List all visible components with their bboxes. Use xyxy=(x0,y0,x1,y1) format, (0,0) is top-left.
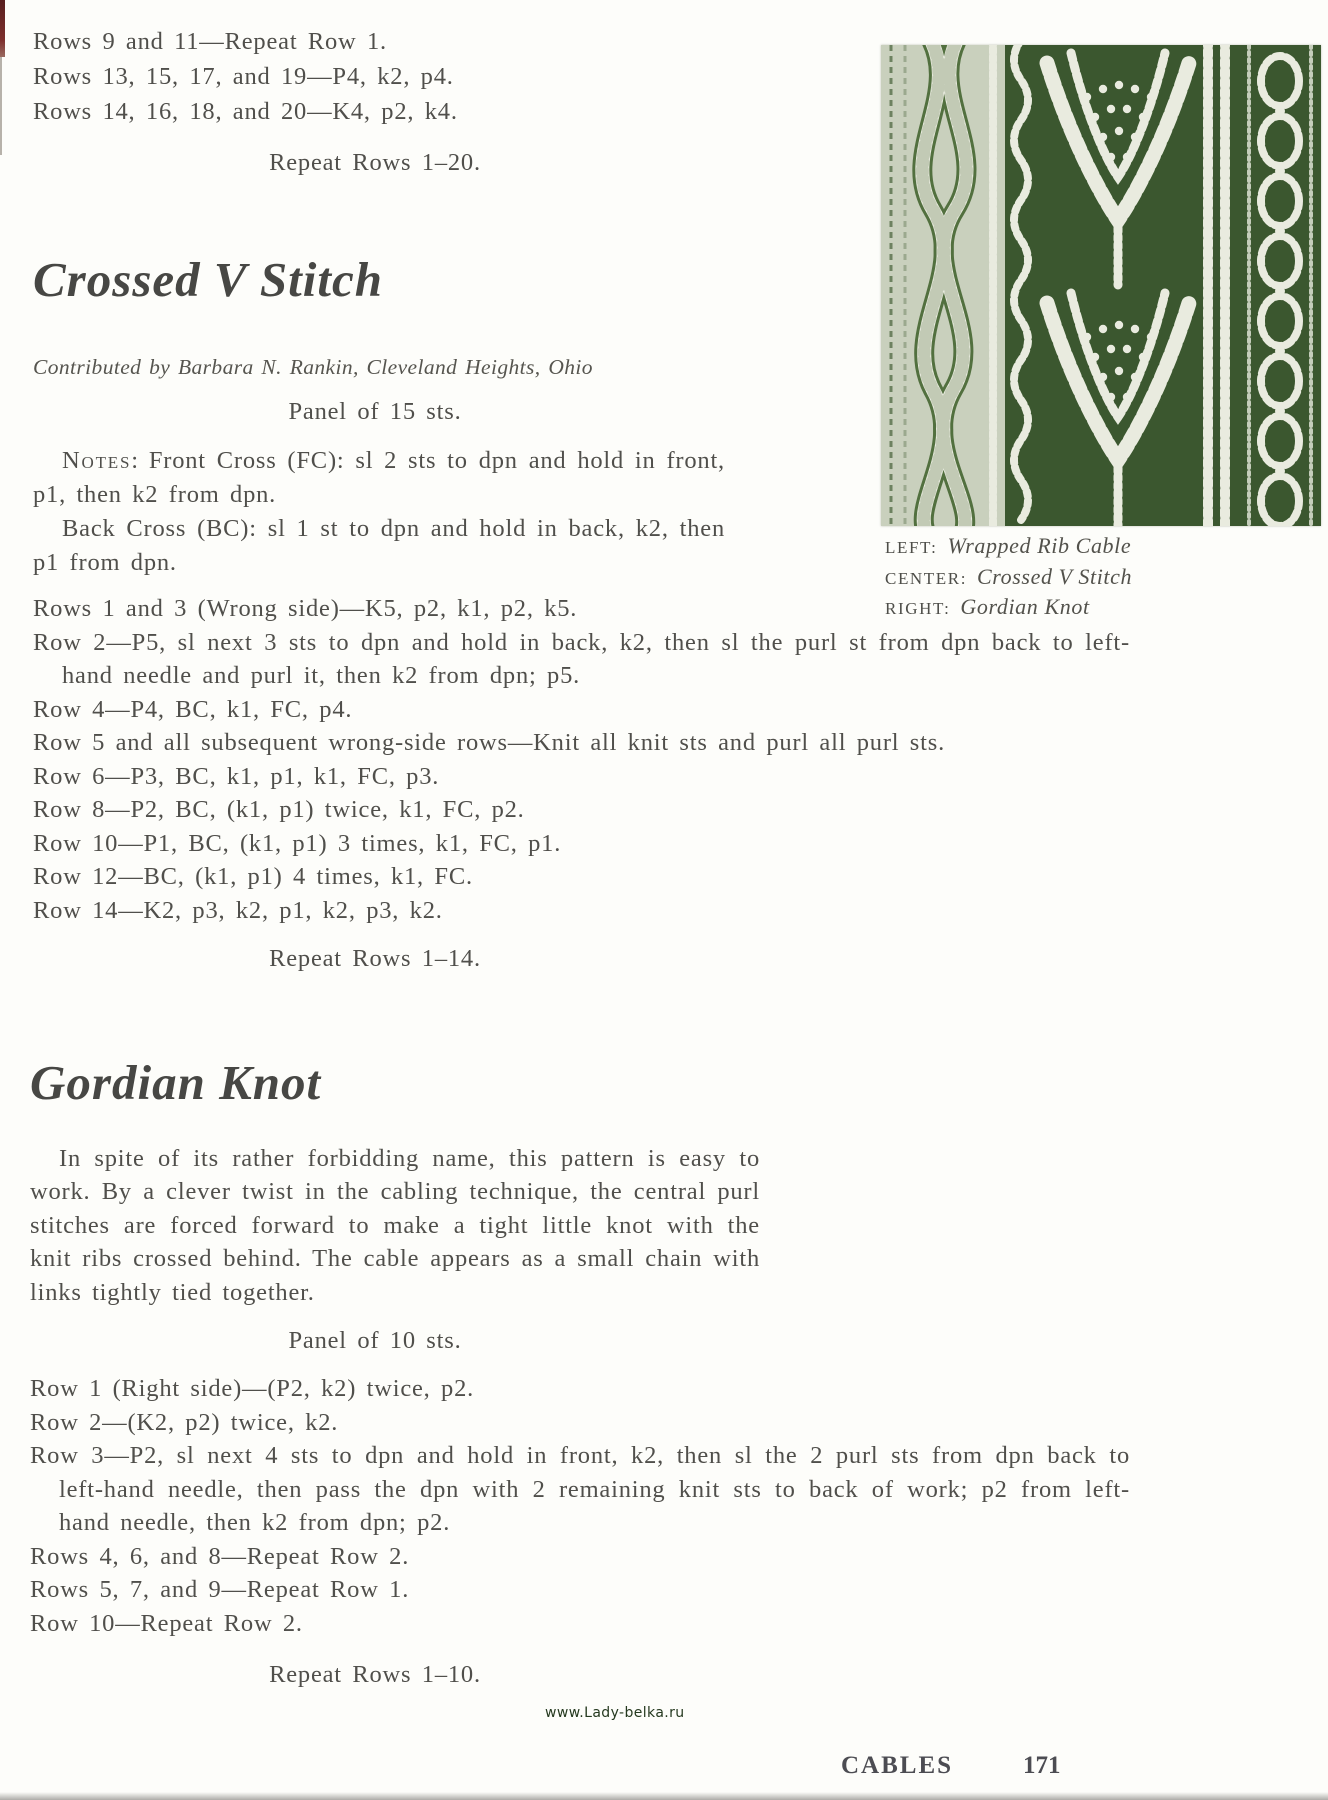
repeat-instruction: Repeat Rows 1–14. xyxy=(269,945,481,972)
caption-line xyxy=(885,563,1315,594)
note-front-cross-text: Front Cross (FC): sl 2 sts to dpn and hold in front, p1, then k2 from dpn. xyxy=(33,447,725,508)
pattern-row: Rows 5, 7, and 9—Repeat Row 1. xyxy=(30,1576,410,1603)
pattern-intro: In spite of its rather forbidding name, this pattern is easy to work. By a clever twist in the cabling technique, the central purl stitches are forced forward to make a tight little knot with the knit ribs crossed behind. The cable appears as a small chain with links tightly tied together. xyxy=(30,1145,760,1306)
note-front-cross xyxy=(33,444,725,512)
pattern-row: Row 8—P2, BC, (k1, p1) twice, k1, FC, p2. xyxy=(33,796,525,823)
repeat-instruction: Repeat Rows 1–20. xyxy=(269,149,481,176)
pattern-row: Rows 14, 16, 18, and 20—K4, p2, k4. xyxy=(33,98,458,125)
pattern-row: Rows 9 and 11—Repeat Row 1. xyxy=(33,28,387,55)
caption-pattern-name: Crossed V Stitch xyxy=(977,563,1133,589)
pattern-title-gordian: Gordian Knot xyxy=(30,1055,322,1110)
site-watermark: www.Lady-belka.ru xyxy=(545,1705,685,1721)
page-number: 171 xyxy=(1023,1752,1061,1779)
contributor-line: Contributed by Barbara N. Rankin, Cleveland Heights, Ohio xyxy=(33,355,593,379)
pattern-title-crossed-v: Crossed V Stitch xyxy=(33,252,384,307)
caption-pattern-name: Gordian Knot xyxy=(960,594,1090,620)
scan-edge-artifact-gray xyxy=(0,57,2,155)
knit-swatch-photo xyxy=(881,45,1321,526)
caption-line xyxy=(885,593,1315,624)
photo-caption xyxy=(885,532,1315,624)
scan-edge-artifact-red xyxy=(0,0,5,57)
panel-size: Panel of 10 sts. xyxy=(288,1327,462,1354)
pattern-row: Row 12—BC, (k1, p1) 4 times, k1, FC. xyxy=(33,863,473,890)
pattern-row: Row 1 (Right side)—(P2, k2) twice, p2. xyxy=(30,1375,475,1402)
previous-pattern-rows xyxy=(33,24,733,129)
note-back-cross: Back Cross (BC): sl 1 st to dpn and hold in back, k2, then p1 from dpn. xyxy=(33,515,725,576)
panel-size: Panel of 15 sts. xyxy=(288,398,462,425)
caption-line xyxy=(885,532,1315,563)
caption-label: CENTER: xyxy=(885,568,968,588)
page-footer xyxy=(841,1752,1061,1780)
knit-swatch-illustration xyxy=(881,45,1321,526)
pattern-row: Rows 1 and 3 (Wrong side)—K5, p2, k1, p2, k5. xyxy=(33,595,578,622)
pattern-row: Row 10—P1, BC, (k1, p1) 3 times, k1, FC, p1. xyxy=(33,829,562,857)
gordian-rows xyxy=(30,1372,1130,1640)
pattern-row: Rows 4, 6, and 8—Repeat Row 2. xyxy=(30,1542,410,1570)
scan-bottom-edge xyxy=(0,1792,1328,1800)
crossed-v-rows xyxy=(33,592,1130,927)
repeat-instruction: Repeat Rows 1–10. xyxy=(269,1661,481,1688)
caption-pattern-name: Wrapped Rib Cable xyxy=(947,533,1132,558)
pattern-row: Row 14—K2, p3, k2, p1, k2, p3, k2. xyxy=(33,896,443,924)
pattern-row: Row 3—P2, sl next 4 sts to dpn and hold in front, k2, then sl the 2 purl sts from dpn back to left-hand needle, then pass the dpn with 2 remaining knit sts to back of work; p2 from left-hand needle, then k2 from dpn; p2. xyxy=(30,1442,1130,1536)
caption-label: LEFT: xyxy=(885,538,938,557)
chapter-title: CABLES xyxy=(841,1752,954,1779)
pattern-row: Rows 13, 15, 17, and 19—P4, k2, p4. xyxy=(33,63,454,90)
pattern-notes xyxy=(33,444,725,580)
pattern-row: Row 2—(K2, p2) twice, k2. xyxy=(30,1408,339,1436)
notes-label: Notes: xyxy=(62,447,140,474)
pattern-row: Row 2—P5, sl next 3 sts to dpn and hold in back, k2, then sl the purl st from dpn back to left-hand needle and purl it, then k2 from dpn; p5. xyxy=(33,628,1130,689)
pattern-row: Row 4—P4, BC, k1, FC, p4. xyxy=(33,695,353,723)
pattern-row: Row 10—Repeat Row 2. xyxy=(30,1609,303,1637)
caption-label: RIGHT: xyxy=(885,599,951,619)
pattern-row: Row 6—P3, BC, k1, p1, k1, FC, p3. xyxy=(33,762,440,790)
pattern-row: Row 5 and all subsequent wrong-side rows—Knit all knit sts and purl all purl sts. xyxy=(33,729,946,756)
